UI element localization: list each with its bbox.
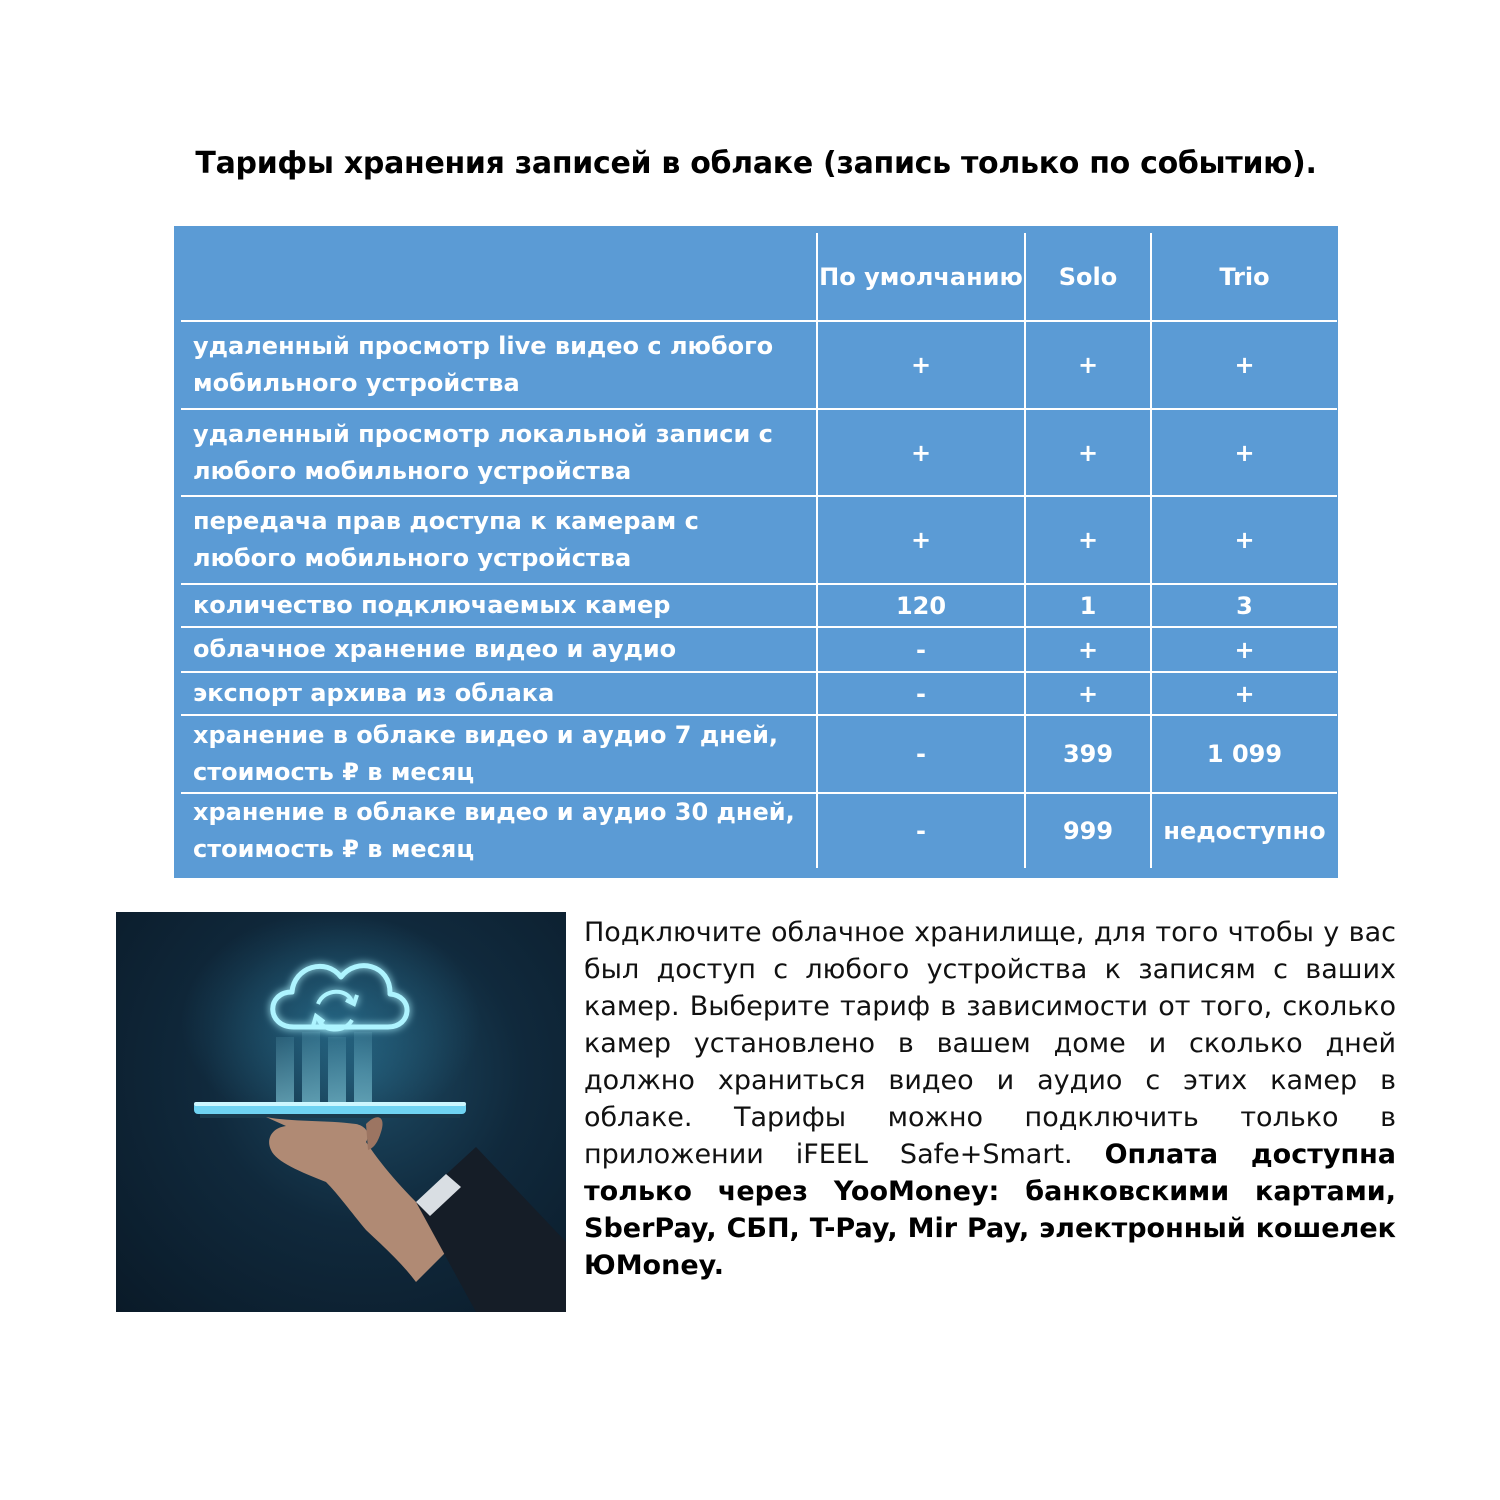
feature-cell: удаленный просмотр live видео с любого мобильного устройства [181,321,817,409]
trio-cell: недоступно [1151,793,1337,868]
tablet-icon [194,1102,466,1118]
default-cell: - [817,715,1025,793]
trio-cell: + [1151,672,1337,715]
default-cell: - [817,627,1025,672]
trio-cell: 3 [1151,584,1337,627]
solo-cell: 399 [1025,715,1151,793]
payment-note: Оплата доступна только через YooMoney: банковскими картами, SberPay, СБП, T-Pay, Mir Pay, электронный кошелек ЮMoney. [584,1139,1396,1281]
solo-cell: 999 [1025,793,1151,868]
cloud-illustration [116,912,566,1312]
solo-cell: + [1025,627,1151,672]
default-cell: + [817,321,1025,409]
description-text: Подключите облачное хранилище, для того чтобы у вас был доступ с любого устройства к записям с ваших камер. Выберите тариф в зависимости от того, сколько камер установлено в вашем доме и сколько дней должно храниться видео и аудио с этих камер в облаке. Тарифы можно подключить только в приложении iFEEL Safe+Smart. [584,917,1396,1170]
feature-cell: хранение в облаке видео и аудио 7 дней, стоимость ₽ в месяц [181,715,817,793]
header-feature [181,233,817,321]
table-row [181,584,1337,627]
solo-cell: + [1025,672,1151,715]
table-row [181,409,1337,496]
solo-cell: 1 [1025,584,1151,627]
trio-cell: + [1151,321,1337,409]
default-cell: + [817,496,1025,584]
tariff-table-container [174,226,1338,878]
tariff-table [181,233,1337,868]
feature-cell: экспорт архива из облака [181,672,817,715]
solo-cell: + [1025,321,1151,409]
table-row [181,715,1337,793]
solo-cell: + [1025,496,1151,584]
description-paragraph [584,914,1396,1284]
feature-cell: хранение в облаке видео и аудио 30 дней, стоимость ₽ в месяц [193,798,795,863]
trio-cell: + [1151,409,1337,496]
hand-icon [266,1117,566,1312]
table-row [181,496,1337,584]
trio-cell: + [1151,496,1337,584]
header-default: По умолчанию [817,233,1025,321]
feature-cell: облачное хранение видео и аудио [181,627,817,672]
trio-cell: + [1151,627,1337,672]
header-solo: Solo [1025,233,1151,321]
table-row [181,793,1337,868]
table-row [181,672,1337,715]
page-title: Тарифы хранения записей в облаке (запись только по событию). [195,146,1317,181]
header-trio: Trio [1151,233,1337,321]
default-cell: 120 [817,584,1025,627]
feature-cell: удаленный просмотр локальной записи с любого мобильного устройства [181,409,817,496]
default-cell: - [817,672,1025,715]
default-cell: + [817,409,1025,496]
solo-cell: + [1025,409,1151,496]
default-cell: - [817,793,1025,868]
table-row [181,321,1337,409]
feature-cell: передача прав доступа к камерам с любого мобильного устройства [181,496,817,584]
trio-cell: 1 099 [1151,715,1337,793]
feature-cell: количество подключаемых камер [181,584,817,627]
table-row [181,627,1337,672]
table-header-row [181,233,1337,321]
